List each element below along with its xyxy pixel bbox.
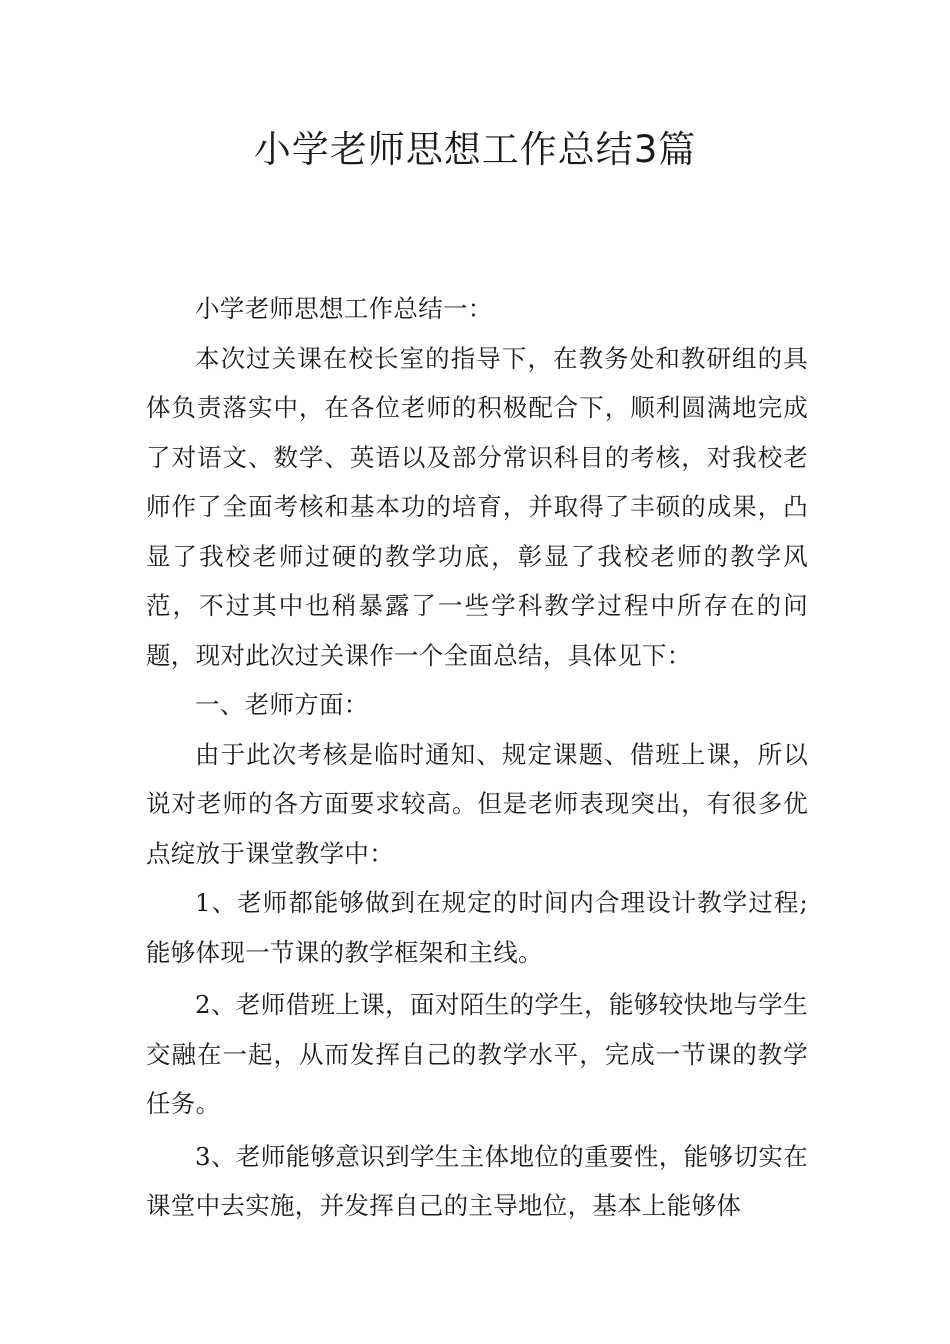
body-paragraph-teachers: 由于此次考核是临时通知、规定课题、借班上课，所以说对老师的各方面要求较高。但是老师表现突出，有很多优点绽放于课堂教学中： [146,739,808,868]
document-title: 小学老师思想工作总结3篇 [253,128,697,171]
list-item-3: 3、老师能够意识到学生主体地位的重要性，能够切实在课堂中去实施，并发挥自己的主导地位，基本上能够体 [146,1141,808,1220]
list-item-1: 1、老师都能够做到在规定的时间内合理设计教学过程;能够体现一节课的教学框架和主线。 [146,888,808,967]
list-item-2: 2、老师借班上课，面对陌生的学生，能够较快地与学生交融在一起，从而发挥自己的教学水平，完成一节课的教学任务。 [146,990,808,1118]
section-heading-teachers: 一、老师方面： [195,690,369,719]
section-heading-summary-one: 小学老师思想工作总结一： [195,294,493,323]
body-paragraph-intro: 本次过关课在校长室的指导下，在教务处和教研组的具体负责落实中，在各位老师的积极配合下，顺利圆满地完成了对语文、数学、英语以及部分常识科目的考核，对我校老师作了全面考核和基本功的培育，并取得了丰硕的成果，凸显了我校老师过硬的教学功底，彰显了我校老师的教学风范，不过其中也稍暴露了一些学科教学过程中所存在的问题，现对此次过关课作一个全面总结，具体见下： [146,343,808,670]
document-body [146,284,808,1231]
